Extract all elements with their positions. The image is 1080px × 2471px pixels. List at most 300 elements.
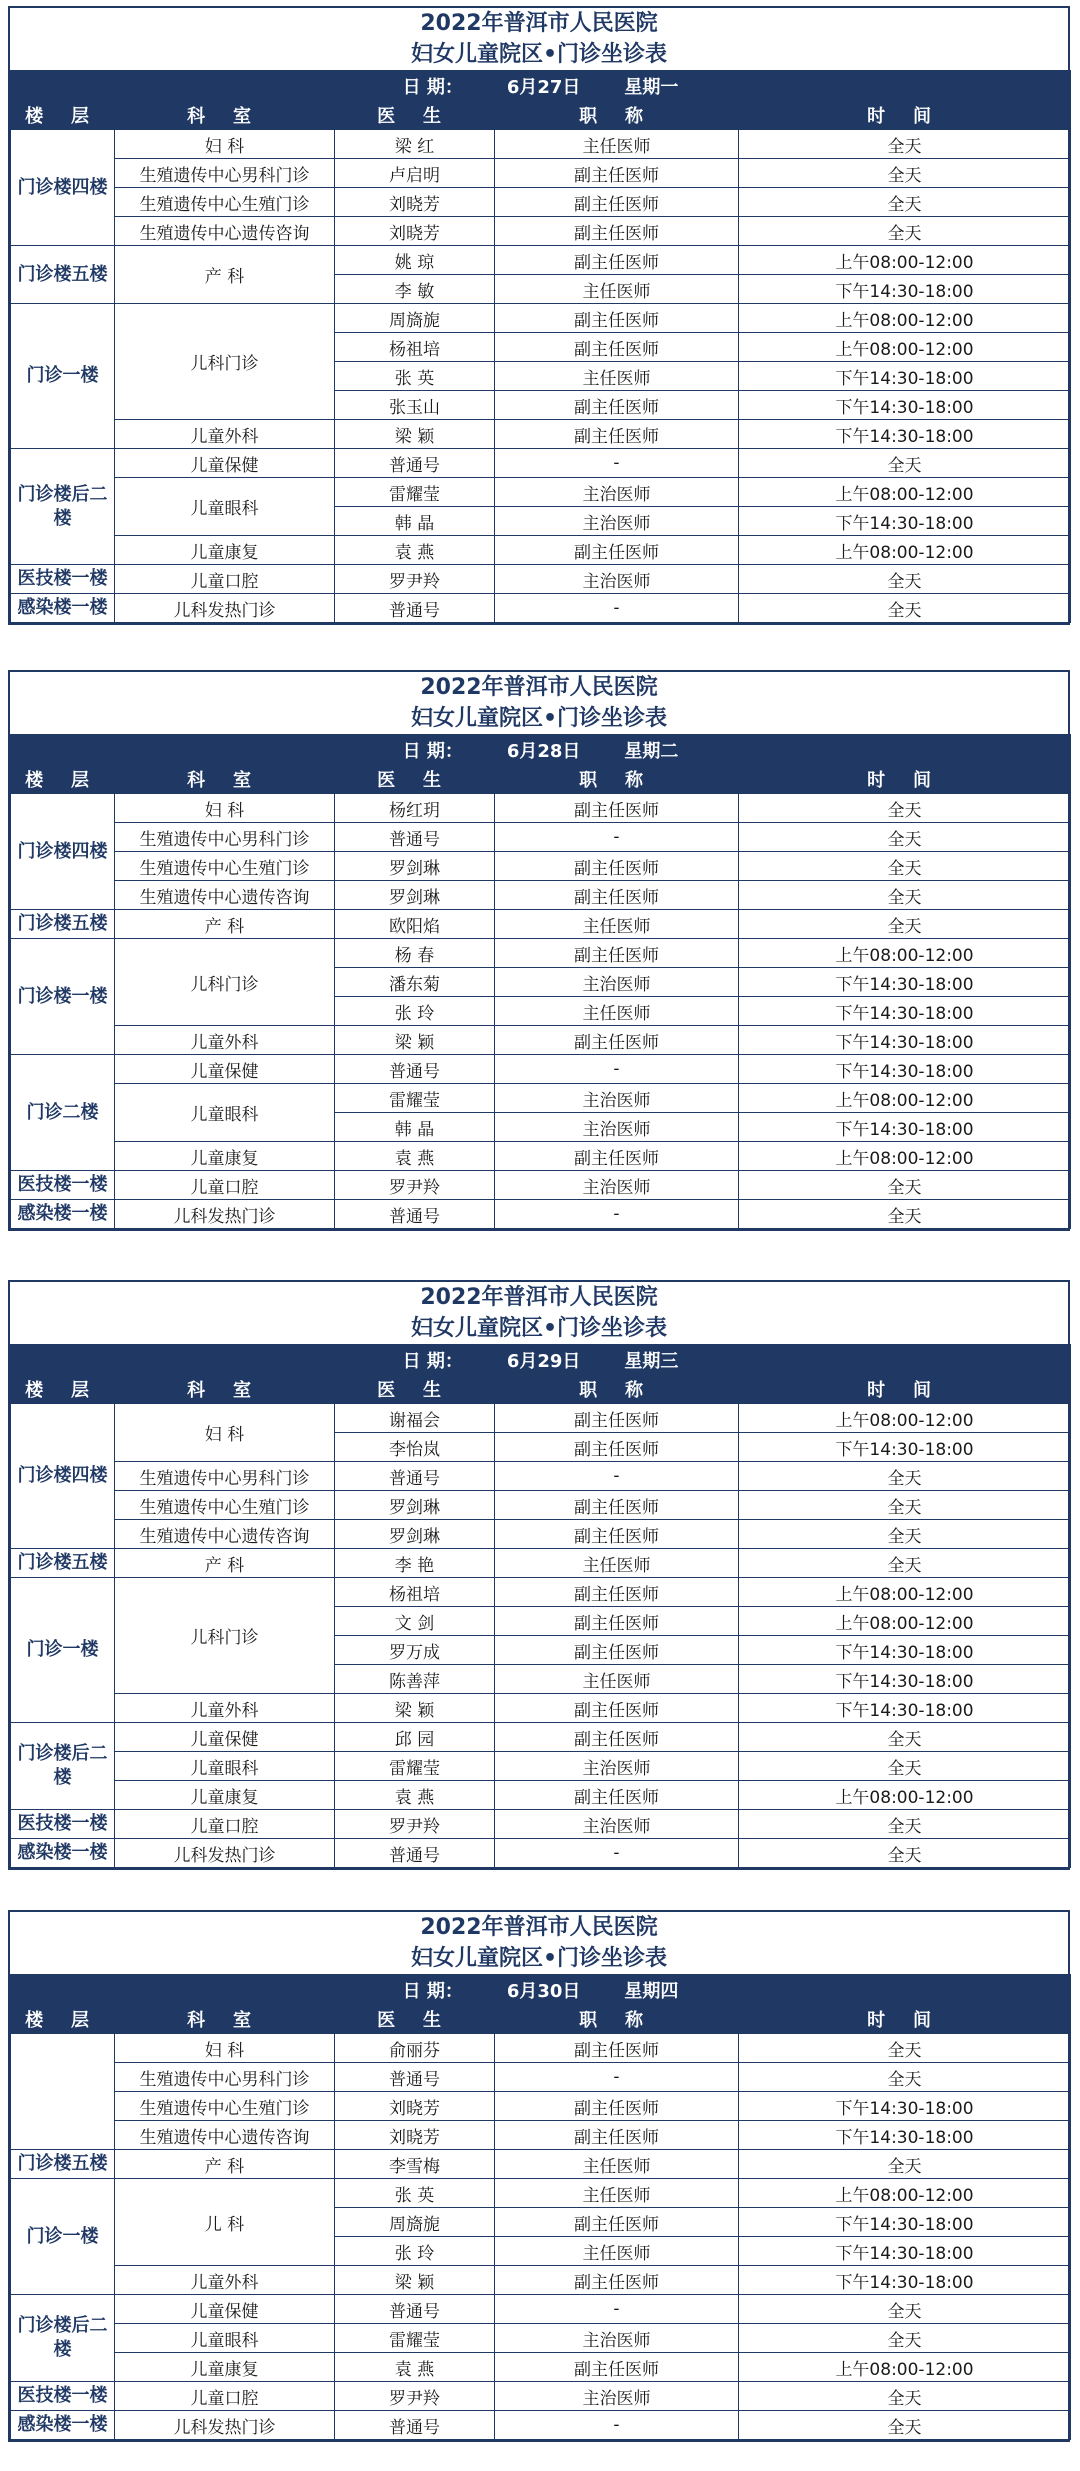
- doctor-cell: 张 玲: [335, 2237, 495, 2266]
- dept-cell: 儿童口腔: [115, 1171, 335, 1200]
- time-cell: 全天: [739, 1171, 1071, 1200]
- table-row: [11, 217, 1071, 246]
- table-row: [11, 304, 1071, 333]
- schedule-title: [10, 1912, 1068, 1974]
- time-cell: 上午08:00-12:00: [739, 1781, 1071, 1810]
- position-cell: 主任医师: [495, 130, 739, 159]
- header-floor: 楼 层: [11, 1375, 115, 1404]
- campus-title: 妇女儿童院区•门诊坐诊表: [410, 706, 668, 731]
- header-position: 职 称: [495, 2005, 739, 2034]
- schedule-title: [10, 672, 1068, 734]
- floor-cell: [11, 2034, 115, 2150]
- position-cell: -: [495, 594, 739, 623]
- dept-cell: 儿童外科: [115, 1694, 335, 1723]
- position-cell: 主任医师: [495, 910, 739, 939]
- doctor-cell: 韩 晶: [335, 507, 495, 536]
- dept-cell: 产 科: [115, 2150, 335, 2179]
- time-cell: 下午14:30-18:00: [739, 2092, 1071, 2121]
- hospital-title: 2022年普洱市人民医院: [420, 675, 658, 700]
- doctor-cell: 普通号: [335, 1462, 495, 1491]
- position-cell: 副主任医师: [495, 391, 739, 420]
- position-cell: 副主任医师: [495, 2034, 739, 2063]
- time-cell: 全天: [739, 1549, 1071, 1578]
- time-cell: 全天: [739, 217, 1071, 246]
- header-position: 职 称: [495, 101, 739, 130]
- date-value: 6月30日: [506, 1980, 581, 2002]
- header-time: 时 间: [739, 101, 1071, 130]
- doctor-cell: 杨红玥: [335, 794, 495, 823]
- doctor-cell: 刘晓芳: [335, 2121, 495, 2150]
- table-row: [11, 1549, 1071, 1578]
- doctor-cell: 梁 颖: [335, 420, 495, 449]
- dept-cell: 儿童眼科: [115, 2324, 335, 2353]
- time-cell: 下午14:30-18:00: [739, 2237, 1071, 2266]
- dept-cell: 儿童保健: [115, 1723, 335, 1752]
- time-cell: 下午14:30-18:00: [739, 1665, 1071, 1694]
- time-cell: 上午08:00-12:00: [739, 939, 1071, 968]
- doctor-cell: 文 剑: [335, 1607, 495, 1636]
- doctor-cell: 谢福会: [335, 1404, 495, 1433]
- position-cell: 副主任医师: [495, 159, 739, 188]
- table-row: [11, 130, 1071, 159]
- position-cell: 副主任医师: [495, 1491, 739, 1520]
- dept-cell: 儿童保健: [115, 2295, 335, 2324]
- weekday: 星期一: [624, 76, 679, 98]
- time-cell: 上午08:00-12:00: [739, 536, 1071, 565]
- position-cell: 副主任医师: [495, 939, 739, 968]
- header-row: [11, 765, 1071, 794]
- position-cell: -: [495, 2411, 739, 2440]
- dept-cell: 生殖遗传中心遗传咨询: [115, 1520, 335, 1549]
- doctor-cell: 普通号: [335, 449, 495, 478]
- doctor-cell: 李怡岚: [335, 1433, 495, 1462]
- doctor-cell: 姚 琼: [335, 246, 495, 275]
- doctor-cell: 罗剑琳: [335, 1491, 495, 1520]
- doctor-cell: 罗剑琳: [335, 852, 495, 881]
- dept-cell: 妇 科: [115, 130, 335, 159]
- header-floor: 楼 层: [11, 101, 115, 130]
- dept-cell: 生殖遗传中心遗传咨询: [115, 881, 335, 910]
- date-value: 6月28日: [506, 740, 581, 762]
- schedule-grid: [10, 1974, 1071, 2440]
- dept-cell: 生殖遗传中心生殖门诊: [115, 852, 335, 881]
- time-cell: 下午14:30-18:00: [739, 1026, 1071, 1055]
- dept-cell: 妇 科: [115, 794, 335, 823]
- doctor-cell: 周旖旎: [335, 304, 495, 333]
- doctor-cell: 杨 春: [335, 939, 495, 968]
- position-cell: 副主任医师: [495, 794, 739, 823]
- dept-cell: 产 科: [115, 246, 335, 304]
- dept-cell: 儿科发热门诊: [115, 2411, 335, 2440]
- dept-cell: 生殖遗传中心生殖门诊: [115, 2092, 335, 2121]
- dept-cell: 儿科发热门诊: [115, 1200, 335, 1229]
- header-time: 时 间: [739, 765, 1071, 794]
- time-cell: 全天: [739, 1723, 1071, 1752]
- time-cell: 下午14:30-18:00: [739, 391, 1071, 420]
- position-cell: -: [495, 2063, 739, 2092]
- floor-cell: 门诊楼后二楼: [11, 2295, 115, 2382]
- floor-cell: 门诊一楼: [11, 304, 115, 449]
- time-cell: 全天: [739, 2324, 1071, 2353]
- doctor-cell: 陈善萍: [335, 1665, 495, 1694]
- position-cell: -: [495, 449, 739, 478]
- campus-title: 妇女儿童院区•门诊坐诊表: [410, 42, 668, 67]
- dept-cell: 儿童保健: [115, 1055, 335, 1084]
- time-cell: 上午08:00-12:00: [739, 2353, 1071, 2382]
- hospital-title: 2022年普洱市人民医院: [420, 11, 658, 36]
- table-row: [11, 594, 1071, 623]
- position-cell: 主治医师: [495, 1810, 739, 1839]
- time-cell: 全天: [739, 1200, 1071, 1229]
- dept-cell: 儿科发热门诊: [115, 594, 335, 623]
- time-cell: 下午14:30-18:00: [739, 1694, 1071, 1723]
- doctor-cell: 张玉山: [335, 391, 495, 420]
- time-cell: 上午08:00-12:00: [739, 1142, 1071, 1171]
- table-row: [11, 823, 1071, 852]
- table-row: [11, 565, 1071, 594]
- time-cell: 上午08:00-12:00: [739, 304, 1071, 333]
- header-dept: 科 室: [115, 2005, 335, 2034]
- header-floor: 楼 层: [11, 2005, 115, 2034]
- position-cell: 副主任医师: [495, 1026, 739, 1055]
- position-cell: 主治医师: [495, 2382, 739, 2411]
- date-row: [11, 1345, 1071, 1375]
- doctor-cell: 罗剑琳: [335, 1520, 495, 1549]
- floor-cell: 门诊楼四楼: [11, 794, 115, 910]
- table-row: [11, 1084, 1071, 1113]
- table-row: [11, 1578, 1071, 1607]
- floor-cell: 门诊楼五楼: [11, 246, 115, 304]
- doctor-cell: 潘东菊: [335, 968, 495, 997]
- doctor-cell: 卢启明: [335, 159, 495, 188]
- table-row: [11, 2179, 1071, 2208]
- dept-cell: 儿 科: [115, 2179, 335, 2266]
- dept-cell: 儿童口腔: [115, 2382, 335, 2411]
- time-cell: 全天: [739, 852, 1071, 881]
- date-row: [11, 71, 1071, 101]
- position-cell: -: [495, 823, 739, 852]
- table-row: [11, 1810, 1071, 1839]
- table-row: [11, 1462, 1071, 1491]
- floor-cell: 门诊一楼: [11, 2179, 115, 2295]
- position-cell: 主任医师: [495, 2179, 739, 2208]
- doctor-cell: 杨祖培: [335, 1578, 495, 1607]
- time-cell: 下午14:30-18:00: [739, 2266, 1071, 2295]
- header-position: 职 称: [495, 765, 739, 794]
- position-cell: 主治医师: [495, 565, 739, 594]
- floor-cell: 医技楼一楼: [11, 2382, 115, 2411]
- dept-cell: 生殖遗传中心生殖门诊: [115, 1491, 335, 1520]
- time-cell: 下午14:30-18:00: [739, 2208, 1071, 2237]
- header-doctor: 医 生: [335, 2005, 495, 2034]
- date-cell: [11, 71, 1071, 101]
- time-cell: 全天: [739, 1752, 1071, 1781]
- position-cell: 副主任医师: [495, 188, 739, 217]
- doctor-cell: 张 英: [335, 362, 495, 391]
- position-cell: 副主任医师: [495, 881, 739, 910]
- weekday: 星期二: [624, 740, 679, 762]
- position-cell: 副主任医师: [495, 2353, 739, 2382]
- dept-cell: 生殖遗传中心男科门诊: [115, 159, 335, 188]
- floor-cell: 感染楼一楼: [11, 2411, 115, 2440]
- header-dept: 科 室: [115, 765, 335, 794]
- floor-cell: 门诊二楼: [11, 1055, 115, 1171]
- doctor-cell: 梁 颖: [335, 2266, 495, 2295]
- doctor-cell: 雷耀莹: [335, 1752, 495, 1781]
- date-cell: [11, 735, 1071, 765]
- floor-cell: 门诊楼后二楼: [11, 1723, 115, 1810]
- position-cell: 副主任医师: [495, 1142, 739, 1171]
- table-row: [11, 1839, 1071, 1868]
- time-cell: 全天: [739, 823, 1071, 852]
- schedule-table-3: [8, 1280, 1070, 1870]
- time-cell: 全天: [739, 1839, 1071, 1868]
- doctor-cell: 雷耀莹: [335, 1084, 495, 1113]
- time-cell: 下午14:30-18:00: [739, 420, 1071, 449]
- table-row: [11, 1723, 1071, 1752]
- doctor-cell: 俞丽芬: [335, 2034, 495, 2063]
- doctor-cell: 袁 燕: [335, 1142, 495, 1171]
- dept-cell: 妇 科: [115, 2034, 335, 2063]
- table-row: [11, 2295, 1071, 2324]
- doctor-cell: 韩 晶: [335, 1113, 495, 1142]
- dept-cell: 儿童眼科: [115, 1752, 335, 1781]
- position-cell: 副主任医师: [495, 304, 739, 333]
- floor-cell: 门诊楼一楼: [11, 939, 115, 1055]
- time-cell: 全天: [739, 594, 1071, 623]
- time-cell: 全天: [739, 565, 1071, 594]
- header-floor: 楼 层: [11, 765, 115, 794]
- position-cell: 副主任医师: [495, 1607, 739, 1636]
- table-row: [11, 478, 1071, 507]
- header-doctor: 医 生: [335, 101, 495, 130]
- header-time: 时 间: [739, 1375, 1071, 1404]
- time-cell: 全天: [739, 188, 1071, 217]
- time-cell: 下午14:30-18:00: [739, 507, 1071, 536]
- header-row: [11, 101, 1071, 130]
- position-cell: 主治医师: [495, 507, 739, 536]
- time-cell: 全天: [739, 2034, 1071, 2063]
- time-cell: 下午14:30-18:00: [739, 968, 1071, 997]
- time-cell: 全天: [739, 130, 1071, 159]
- dept-cell: 儿童康复: [115, 2353, 335, 2382]
- dept-cell: 儿童外科: [115, 2266, 335, 2295]
- time-cell: 全天: [739, 2150, 1071, 2179]
- table-row: [11, 449, 1071, 478]
- doctor-cell: 普通号: [335, 823, 495, 852]
- date-label: 日 期：: [402, 740, 463, 762]
- floor-cell: 门诊一楼: [11, 1578, 115, 1723]
- time-cell: 下午14:30-18:00: [739, 1433, 1071, 1462]
- floor-cell: 门诊楼五楼: [11, 910, 115, 939]
- dept-cell: 儿童康复: [115, 536, 335, 565]
- table-row: [11, 1171, 1071, 1200]
- position-cell: 主治医师: [495, 1113, 739, 1142]
- time-cell: 全天: [739, 1462, 1071, 1491]
- header-dept: 科 室: [115, 101, 335, 130]
- position-cell: 主任医师: [495, 1665, 739, 1694]
- position-cell: 副主任医师: [495, 1404, 739, 1433]
- dept-cell: 儿童保健: [115, 449, 335, 478]
- table-row: [11, 939, 1071, 968]
- time-cell: 全天: [739, 449, 1071, 478]
- dept-cell: 儿童口腔: [115, 565, 335, 594]
- position-cell: -: [495, 2295, 739, 2324]
- table-row: [11, 188, 1071, 217]
- table-row: [11, 794, 1071, 823]
- time-cell: 上午08:00-12:00: [739, 478, 1071, 507]
- time-cell: 上午08:00-12:00: [739, 1404, 1071, 1433]
- table-row: [11, 2121, 1071, 2150]
- dept-cell: 儿科门诊: [115, 304, 335, 420]
- position-cell: 副主任医师: [495, 852, 739, 881]
- time-cell: 上午08:00-12:00: [739, 2179, 1071, 2208]
- doctor-cell: 梁 红: [335, 130, 495, 159]
- schedule-table-2: [8, 670, 1070, 1231]
- position-cell: 副主任医师: [495, 2208, 739, 2237]
- dept-cell: 生殖遗传中心男科门诊: [115, 1462, 335, 1491]
- table-row: [11, 2063, 1071, 2092]
- table-row: [11, 1491, 1071, 1520]
- doctor-cell: 刘晓芳: [335, 2092, 495, 2121]
- table-row: [11, 1055, 1071, 1084]
- doctor-cell: 罗尹羚: [335, 2382, 495, 2411]
- position-cell: 主任医师: [495, 362, 739, 391]
- schedule-title: [10, 1282, 1068, 1344]
- position-cell: 副主任医师: [495, 1433, 739, 1462]
- position-cell: 主任医师: [495, 997, 739, 1026]
- date-label: 日 期：: [402, 1350, 463, 1372]
- position-cell: 副主任医师: [495, 1520, 739, 1549]
- table-row: [11, 1752, 1071, 1781]
- position-cell: 主治医师: [495, 968, 739, 997]
- dept-cell: 儿童眼科: [115, 1084, 335, 1142]
- floor-cell: 医技楼一楼: [11, 1810, 115, 1839]
- time-cell: 上午08:00-12:00: [739, 333, 1071, 362]
- doctor-cell: 刘晓芳: [335, 188, 495, 217]
- table-row: [11, 2266, 1071, 2295]
- doctor-cell: 张 玲: [335, 997, 495, 1026]
- position-cell: 副主任医师: [495, 1723, 739, 1752]
- dept-cell: 儿童外科: [115, 1026, 335, 1055]
- date-value: 6月27日: [506, 76, 581, 98]
- floor-cell: 门诊楼后二楼: [11, 449, 115, 565]
- doctor-cell: 周旖旎: [335, 2208, 495, 2237]
- table-row: [11, 2092, 1071, 2121]
- table-row: [11, 2324, 1071, 2353]
- doctor-cell: 李雪梅: [335, 2150, 495, 2179]
- campus-title: 妇女儿童院区•门诊坐诊表: [410, 1946, 668, 1971]
- floor-cell: 医技楼一楼: [11, 1171, 115, 1200]
- dept-cell: 儿童眼科: [115, 478, 335, 536]
- position-cell: 主任医师: [495, 275, 739, 304]
- table-row: [11, 1026, 1071, 1055]
- header-doctor: 医 生: [335, 765, 495, 794]
- date-row: [11, 735, 1071, 765]
- table-row: [11, 881, 1071, 910]
- date-cell: [11, 1345, 1071, 1375]
- time-cell: 全天: [739, 910, 1071, 939]
- time-cell: 全天: [739, 2382, 1071, 2411]
- doctor-cell: 李 艳: [335, 1549, 495, 1578]
- doctor-cell: 张 英: [335, 2179, 495, 2208]
- position-cell: -: [495, 1462, 739, 1491]
- time-cell: 上午08:00-12:00: [739, 1578, 1071, 1607]
- doctor-cell: 普通号: [335, 594, 495, 623]
- time-cell: 全天: [739, 794, 1071, 823]
- schedule-grid: [10, 1344, 1071, 1868]
- position-cell: -: [495, 1055, 739, 1084]
- schedule-title: [10, 8, 1068, 70]
- schedule-table-4: [8, 1910, 1070, 2442]
- dept-cell: 儿童外科: [115, 420, 335, 449]
- table-row: [11, 2150, 1071, 2179]
- time-cell: 全天: [739, 2411, 1071, 2440]
- doctor-cell: 袁 燕: [335, 536, 495, 565]
- table-row: [11, 1520, 1071, 1549]
- doctor-cell: 罗尹羚: [335, 565, 495, 594]
- header-row: [11, 2005, 1071, 2034]
- doctor-cell: 刘晓芳: [335, 217, 495, 246]
- position-cell: 副主任医师: [495, 2121, 739, 2150]
- dept-cell: 儿科门诊: [115, 1578, 335, 1694]
- table-row: [11, 1781, 1071, 1810]
- time-cell: 下午14:30-18:00: [739, 2121, 1071, 2150]
- time-cell: 全天: [739, 1810, 1071, 1839]
- position-cell: 副主任医师: [495, 1781, 739, 1810]
- position-cell: 副主任医师: [495, 1636, 739, 1665]
- date-label: 日 期：: [402, 76, 463, 98]
- doctor-cell: 杨祖培: [335, 333, 495, 362]
- doctor-cell: 普通号: [335, 2295, 495, 2324]
- doctor-cell: 邱 园: [335, 1723, 495, 1752]
- schedule-grid: [10, 734, 1071, 1229]
- floor-cell: 门诊楼五楼: [11, 1549, 115, 1578]
- doctor-cell: 雷耀莹: [335, 2324, 495, 2353]
- header-dept: 科 室: [115, 1375, 335, 1404]
- table-row: [11, 2353, 1071, 2382]
- dept-cell: 生殖遗传中心男科门诊: [115, 2063, 335, 2092]
- position-cell: -: [495, 1200, 739, 1229]
- header-position: 职 称: [495, 1375, 739, 1404]
- dept-cell: 生殖遗传中心生殖门诊: [115, 188, 335, 217]
- position-cell: 副主任医师: [495, 536, 739, 565]
- table-row: [11, 159, 1071, 188]
- header-doctor: 医 生: [335, 1375, 495, 1404]
- dept-cell: 儿童口腔: [115, 1810, 335, 1839]
- doctor-cell: 罗尹羚: [335, 1171, 495, 1200]
- position-cell: 主治医师: [495, 1171, 739, 1200]
- date-label: 日 期：: [402, 1980, 463, 2002]
- time-cell: 全天: [739, 2063, 1071, 2092]
- floor-cell: 门诊楼四楼: [11, 1404, 115, 1549]
- doctor-cell: 梁 颖: [335, 1694, 495, 1723]
- dept-cell: 儿童康复: [115, 1142, 335, 1171]
- doctor-cell: 普通号: [335, 1839, 495, 1868]
- time-cell: 上午08:00-12:00: [739, 1607, 1071, 1636]
- doctor-cell: 罗尹羚: [335, 1810, 495, 1839]
- header-row: [11, 1375, 1071, 1404]
- hospital-title: 2022年普洱市人民医院: [420, 1915, 658, 1940]
- date-value: 6月29日: [506, 1350, 581, 1372]
- time-cell: 上午08:00-12:00: [739, 246, 1071, 275]
- position-cell: 副主任医师: [495, 1694, 739, 1723]
- floor-cell: 门诊楼五楼: [11, 2150, 115, 2179]
- time-cell: 全天: [739, 881, 1071, 910]
- dept-cell: 儿科发热门诊: [115, 1839, 335, 1868]
- table-row: [11, 1142, 1071, 1171]
- dept-cell: 生殖遗传中心遗传咨询: [115, 2121, 335, 2150]
